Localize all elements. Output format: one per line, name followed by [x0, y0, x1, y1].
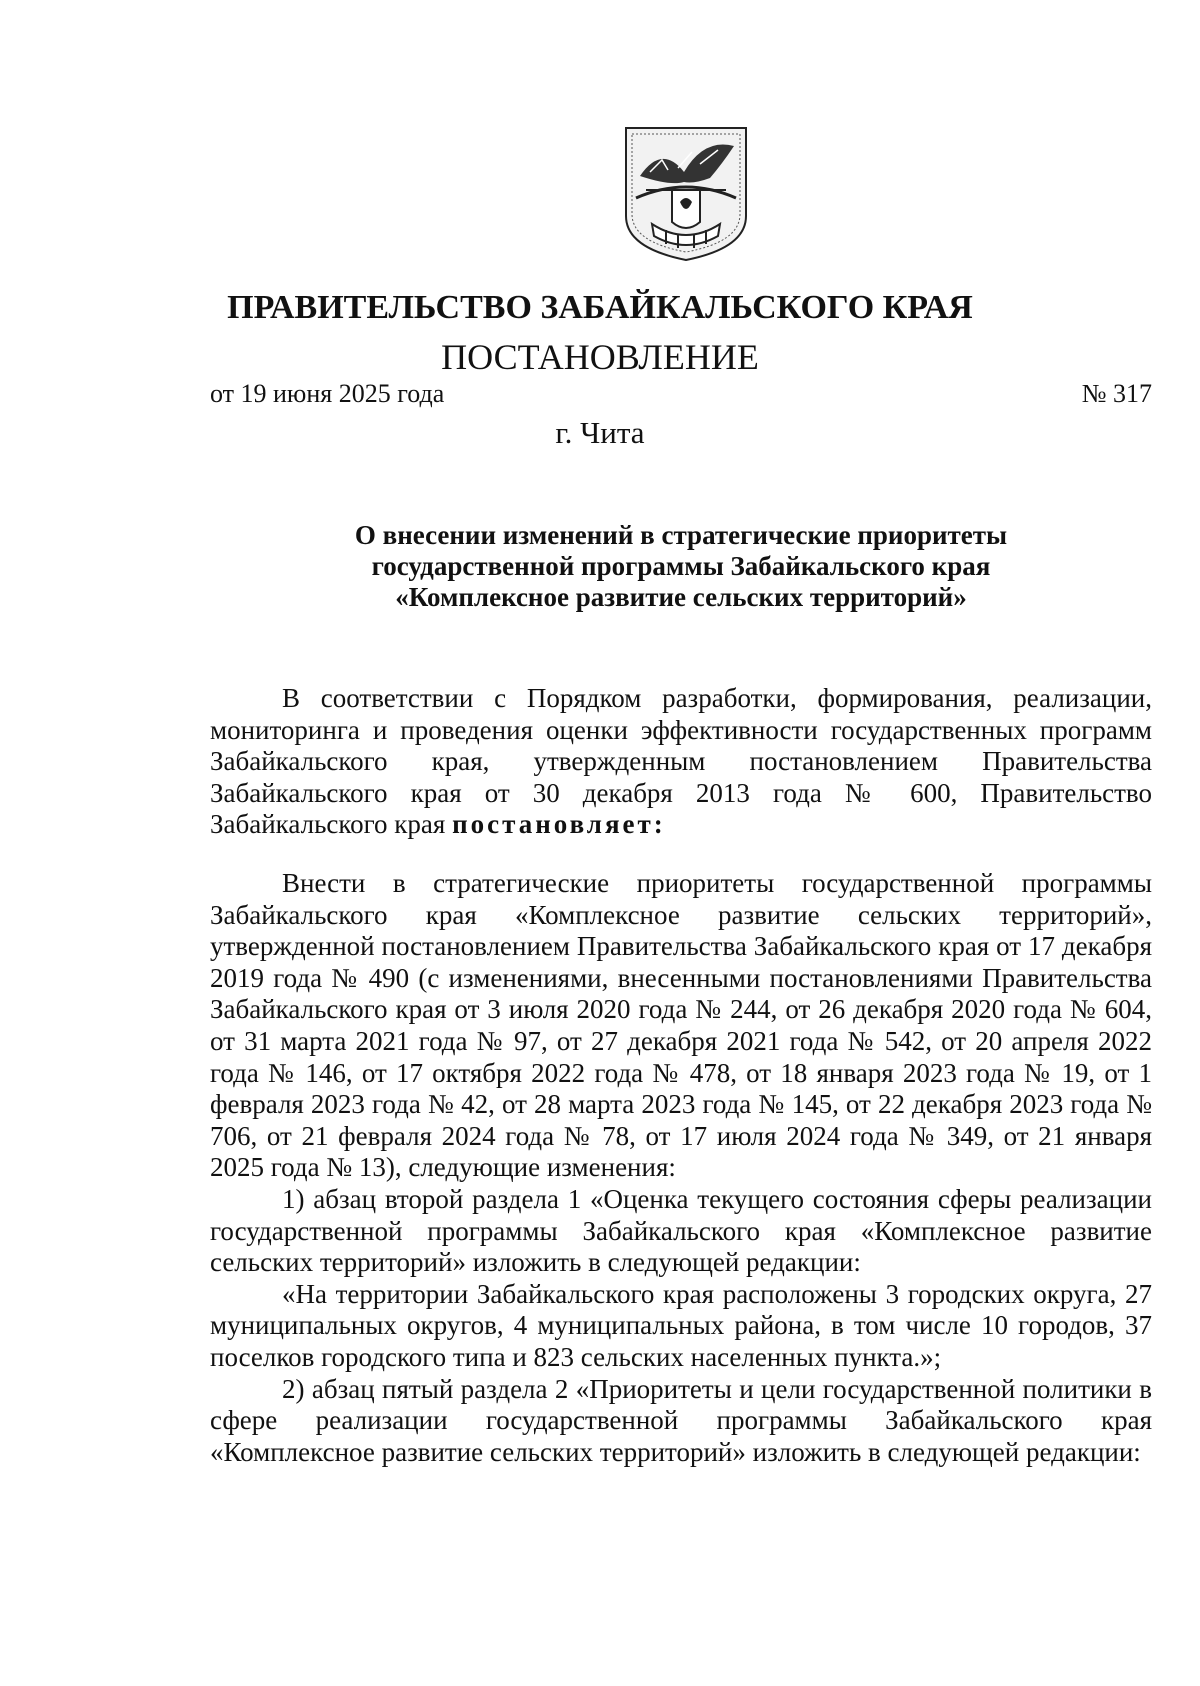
subject-line: «Комплексное развитие сельских территорий»: [395, 582, 967, 612]
resolution-paragraph: Внести в стратегические приоритеты государственной программы Забайкальского края «Комплексное развитие сельских территорий», утвержденной постановлением Правительства Забайкальского края от 17 декабря 2019 года № 490 (с изменениями, внесенными постановлениями Правительства Забайкальского края от 3 июля 2020 года № 244, от 26 декабря 2020 года № 604, от 31 марта 2021 года № 97, от 27 декабря 2021 года № 542, от 20 апреля 2022 года № 146, от 17 октября 2022 года № 478, от 18 января 2023 года № 19, от 1 февраля 2023 года № 42, от 28 марта 2023 года № 145, от 22 декабря 2023 года № 706, от 21 февраля 2024 года № 78, от 17 июля 2024 года № 349, от 21 января 2025 года № 13), следующие изменения:: [210, 868, 1152, 1183]
zabaykalsky-krai-coat-of-arms-icon: [622, 124, 750, 264]
resolution-block: [210, 868, 1152, 1468]
subject-line: государственной программы Забайкальского края: [371, 551, 991, 581]
preamble-block: [210, 683, 1152, 841]
subject-line: О внесении изменений в стратегические приоритеты: [354, 520, 1008, 550]
preamble-text: В соответствии с Порядком разработки, формирования, реализации, мониторинга и проведения оценки эффективности государственных программ Забайкальского края, утвержденным постановлением Правительства Забайкальского края от 30 декабря 2013 года № 600, Правительство Забайкальского края: [210, 683, 1152, 840]
document-number: № 317: [1081, 379, 1152, 408]
amendment-item-1: 1) абзац второй раздела 1 «Оценка текущего состояния сферы реализации государственной программы Забайкальского края «Комплексное развитие сельских территорий» изложить в следующей редакции:: [210, 1183, 1152, 1278]
document-subject: [210, 520, 1152, 613]
preamble-paragraph: [210, 683, 1152, 841]
resolves-word: постановляет:: [452, 809, 666, 840]
amendment-item-2: 2) абзац пятый раздела 2 «Приоритеты и цели государственной политики в сфере реализации государственной программы Забайкальского края «Комплексное развитие сельских территорий» изложить в следующей редакции:: [210, 1373, 1152, 1467]
government-title: ПРАВИТЕЛЬСТВО ЗАБАЙКАЛЬСКОГО КРАЯ: [227, 289, 973, 326]
document-date: от 19 июня 2025 года: [210, 379, 445, 408]
amendment-item-1-quote: «На территории Забайкальского края расположены 3 городских округа, 27 муниципальных округов, 4 муниципальных района, в том числе 10 городов, 37 поселков городского типа и 823 сельских населенных пункта.»;: [210, 1278, 1152, 1372]
document-type: ПОСТАНОВЛЕНИЕ: [441, 337, 759, 377]
document-city: г. Чита: [555, 415, 645, 450]
